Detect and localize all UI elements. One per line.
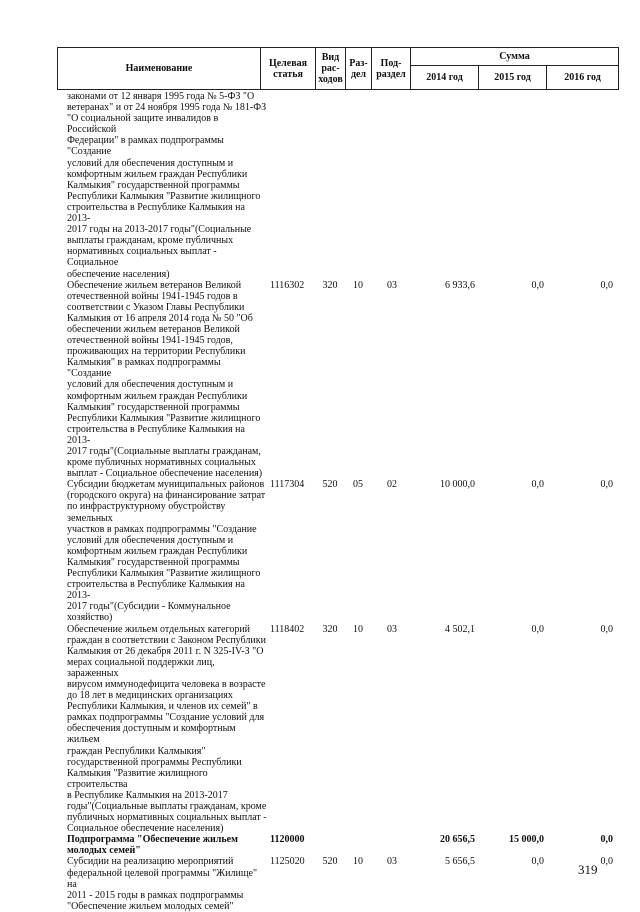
row-name-line: проживающих на территории Республики [67,346,246,358]
row-code: 1118402 [270,623,305,635]
row-name-line: Республики Калмыкия, и членов их семей" в [67,701,258,713]
row-name-line: комфортным жильем граждан Республики [67,545,248,557]
row-name-line: вирусом иммунодефицита человека в возрасте [67,678,266,690]
table-row [57,856,618,911]
row-name-line: отечественной войны 1941-1945 годов, [67,335,233,347]
row-name-line: 2017 годы на 2013-2017 годы"(Социальные [67,224,252,236]
row-name-line: законами от 12 января 1995 года № 5-ФЗ "О [67,91,255,102]
row-name-line: годы"(Социальные выплаты гражданам, кроме [67,801,267,812]
row-pod: 02 [387,479,397,491]
row-razd: 10 [353,279,363,291]
row-name-line: государственной программы Республики [67,756,242,768]
row-name-line: 2017 годы"(Субсидии - Коммунальное [67,601,231,613]
row-razd: 05 [353,479,363,491]
row-sum-2016: 0,0 [600,834,613,846]
row-sum-2014: 20 656,5 [440,834,475,846]
row-name-line: Республики Калмыкия "Развитие жилищного [67,190,261,202]
header-vid [316,48,346,90]
row-name-line: мерах социальной поддержки лиц, зараженных [67,656,215,679]
row-name [57,856,267,911]
row-sum-2015: 0,0 [531,479,544,491]
row-sum-2014: 6 933,6 [445,279,475,291]
row-name-line: молодых семей" [67,845,141,857]
row-name-line: обеспечение населения) [67,268,170,280]
row-sum-2016: 0,0 [600,623,613,635]
header-2015: 2015 год [479,66,547,90]
row-sum-2015: 0,0 [531,623,544,635]
header-razd-line: Раз- [349,57,368,69]
row-name-line: обеспечения доступным и комфортным жильем [67,723,236,746]
table-row [57,91,618,280]
row-vid: 520 [322,479,338,491]
page-number: 319 [578,862,598,877]
row-name-line: выплаты гражданам, кроме публичных [67,235,234,247]
header-razd-line: дел [350,68,367,80]
row-name-line: условий для обеспечения доступным и [67,534,234,546]
row-razd: 10 [353,856,363,868]
row-name-line: выплат - Социальное обеспечение населения) [67,468,263,480]
header-2016: 2016 год [547,66,619,90]
row-name [57,280,267,480]
row-name-line: федеральной целевой программы "Жилище" на [67,867,258,890]
table-row [57,624,618,835]
row-code: 1125020 [270,856,305,868]
row-name-line: строительства в Республике Калмыкия на 2013- [67,579,245,602]
row-name-line: граждан Республики Калмыкия" [67,745,206,757]
row-name-line: Субсидии на реализацию мероприятий [67,856,234,868]
row-sum-2014: 4 502,1 [445,623,475,635]
row-name-line: Республики Калмыкия "Развитие жилищного [67,568,261,580]
row-name-line: Калмыкия" государственной программы [67,179,240,191]
row-sum-2014: 5 656,5 [445,856,475,868]
row-razd: 10 [353,623,363,635]
row-name-line: условий для обеспечения доступным и [67,379,234,391]
table-row [57,280,618,480]
row-sum-2014: 10 000,0 [440,479,475,491]
header-vid-line: ходов [318,74,343,85]
row-name-line: строительства в Республике Калмыкия на 2013- [67,201,245,225]
row-name-line: участков в рамках подпрограммы "Создание [67,523,257,535]
row-name-line: Калмыкия от 16 апреля 2014 года № 50 "Об [67,312,253,324]
row-name [57,834,267,856]
row-name-line: (городского округа) на финансирование затрат [67,490,266,502]
row-pod: 03 [387,856,397,868]
row-name-line: Калмыкия" государственной программы [67,401,240,413]
row-name-line: по инфраструктурному обустройству земельных [67,501,226,524]
row-name-line: Обеспечение жильем ветеранов Великой [67,279,242,291]
row-code: 1116302 [270,279,305,291]
row-sum-2016: 0,0 [600,279,613,291]
table-row [57,479,618,623]
row-name [57,479,267,623]
header-2014: 2014 год [411,66,479,90]
row-name-line: публичных нормативных социальных выплат - [67,812,267,824]
row-name-line: ветеранах" и от 24 ноября 1995 года № 181-ФЗ [67,102,267,114]
header-code [261,48,316,90]
row-name-line: Федерации" в рамках подпрограммы "Создание [67,135,224,158]
row-sum-2015: 0,0 [531,279,544,291]
header-name: Наименование [58,48,261,90]
row-name-line: обеспечении жильем ветеранов Великой [67,323,240,335]
row-name-line: комфортным жильем граждан Республики [67,168,248,180]
row-code: 1120000 [270,834,305,846]
row-name-line: Калмыкия" в рамках подпрограммы "Создание [67,357,221,380]
header-code-line: статья [273,68,303,80]
row-name-line: 2011 - 2015 годы в рамках подпрограммы [67,889,244,901]
table-header [57,47,619,90]
header-vid-line: Вид [321,52,340,63]
header-vid-line: рас- [321,63,340,74]
row-sum-2015: 0,0 [531,856,544,868]
row-name-line: соответствии с Указом Главы Республики [67,301,245,313]
row-name-line: рамках подпрограммы "Создание условий для [67,712,265,724]
row-name-line: Субсидии бюджетам муниципальных районов [67,479,265,491]
row-pod: 03 [387,623,397,635]
row-name-line: Республики Калмыкия "Развитие жилищного [67,412,261,424]
row-name-line: в Республике Калмыкия на 2013-2017 [67,789,228,801]
row-name-line: Подпрограмма "Обеспечение жильем [67,834,238,846]
table-row [57,834,618,856]
row-name-line: отечественной войны 1941-1945 годов в [67,290,238,302]
row-name-line: до 18 лет в медицинских организациях [67,690,233,702]
row-name-line: Обеспечение жильем отдельных категорий [67,623,251,635]
row-name-line: Калмыкия от 26 декабря 2011 г. N 325-IV-З "О [67,645,264,657]
table-body [57,91,618,912]
header-razd [346,48,372,90]
row-name-line: хозяйство) [67,612,113,624]
row-name [57,624,267,835]
row-name-line: Калмыкия" государственной программы [67,556,240,568]
header-pod [372,48,411,90]
row-name-line: строительства в Республике Калмыкия на 2013- [67,423,245,446]
row-name-line: "Обеспечение жильем молодых семей" [67,900,234,912]
row-vid: 520 [322,856,338,868]
row-sum-2016: 0,0 [600,856,613,868]
row-vid: 320 [322,279,338,291]
header-pod-line: раздел [376,68,406,80]
row-name-line: 2017 годы"(Социальные выплаты гражданам, [67,446,261,457]
row-name-line: кроме публичных нормативных социальных [67,457,256,469]
header-pod-line: Под- [380,57,402,69]
row-pod: 03 [387,279,397,291]
row-name-line: нормативных социальных выплат - Социальное [67,246,217,269]
header-sum: Сумма [411,48,619,66]
row-name-line: граждан в соответствии с Законом Республики [67,634,266,646]
row-name-line: "О социальной защите инвалидов в Российской [67,113,219,136]
row-name-line: комфортным жильем граждан Республики [67,390,248,402]
header-code-line: Целевая [268,57,308,69]
row-name-line: Калмыкия "Развитие жилищного строительства [67,767,208,790]
row-vid: 320 [322,623,338,635]
row-sum-2016: 0,0 [600,479,613,491]
row-name-line: условий для обеспечения доступным и [67,157,234,169]
row-sum-2015: 15 000,0 [509,834,544,846]
row-code: 1117304 [270,479,305,491]
row-name [57,91,267,280]
row-name-line: Социальное обеспечение населения) [67,823,224,835]
